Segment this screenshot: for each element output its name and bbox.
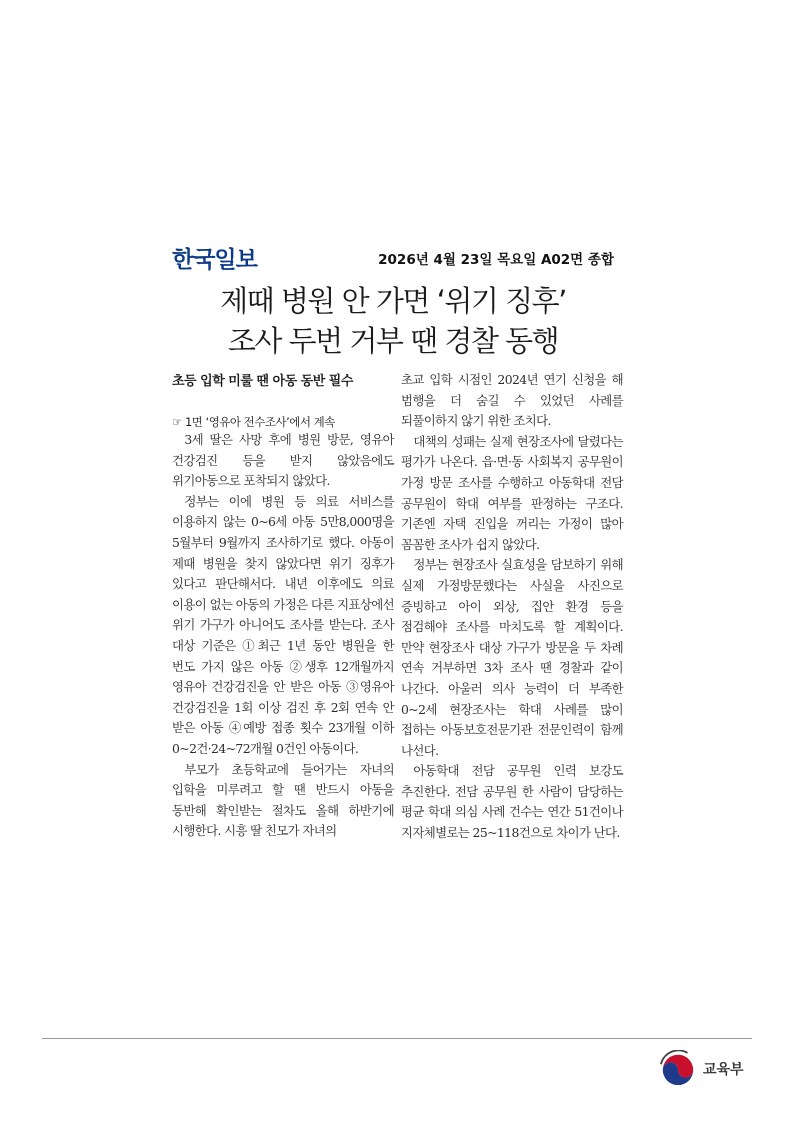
jump-note: ☞ 1면 ‘영유아 전수조사’에서 계속 [172, 415, 335, 429]
paragraph: 부모가 초등학교에 들어가는 자녀의 입학을 미루려고 할 땐 반드시 아동을 동반해 확인받는 절차도 올해 하반기에 시행한다. 시흥 딸 친모가 자녀의 [172, 761, 394, 839]
subheadline: 초등 입학 미룰 땐 아동 동반 필수 [172, 374, 353, 389]
headline-line-2: 조사 두번 거부 땐 경찰 동행 [227, 324, 559, 358]
ministry-name: 교육부 [703, 1062, 744, 1078]
paragraph: 정부는 현장조사 실효성을 담보하기 위해 실제 가정방문했다는 사실을 사진으로 증빙하고 아이 외상, 집안 환경 등을 점검해야 조사를 마치도록 할 계획이다. 만약 현장조사 대상 가구가 방문을 두 차례 연속 거부하면 3차 조사 땐 경찰과 같이 나간다. 아울러 의사 능력이 더 부족한 0~2세 현장조사는 학대 사례를 많이 접하는 아동보호전문기관 전문인력이 함께 나선다. [401, 557, 623, 758]
footer-divider [42, 1038, 752, 1039]
dateline: 2026년 4월 23일 목요일 A02면 종합 [378, 252, 614, 268]
newspaper-logo: 한국일보 [172, 247, 257, 273]
headline-line-1: 제때 병원 안 가면 ‘위기 징후’ [220, 284, 566, 318]
article-column-right [401, 370, 623, 844]
masthead [172, 246, 614, 276]
taegeuk-emblem-icon [659, 1050, 697, 1088]
ministry-logo [659, 1049, 759, 1089]
paragraph: 초교 입학 시점인 2024년 연기 신청을 해 범행을 더 숨길 수 있었던 사례를 되풀이하지 않기 위한 조치다. [401, 372, 623, 429]
paragraph: 정부는 이에 병원 등 의료 서비스를 이용하지 않는 0~6세 아동 5만8,000명을 5월부터 9월까지 조사하기로 했다. 아동이 제때 병원을 찾지 않았다면 위기 징후가 있다고 판단해서다. 내년 이후에도 의료 이용이 없는 아동의 가정은 다른 지표상에선 위기 가구가 아니어도 조사를 받는다. 조사 대상 기준은 ①최근 1년 동안 병원을 한 번도 가지 않은 아동 ②생후 12개월까지 영유아 건강검진을 안 받은 아동 ③영유아 건강검진을 1회 이상 검진 후 2회 연속 안 받은 아동 ④예방 접종 횟수 23개월 이하 0~2건·24~72개월 0건인 아동이다. [172, 493, 394, 756]
paragraph: 3세 딸은 사망 후에 병원 방문, 영유아 건강검진 등을 받지 않았음에도 위기아동으로 포착되지 않았다. [172, 432, 394, 489]
paragraph: 대책의 성패는 실제 현장조사에 달렸다는 평가가 나온다. 읍·면·동 사회복지 공무원이 가정 방문 조사를 수행하고 아동학대 전담 공무원이 학대 여부를 판정하는 구조다. 기존엔 자택 진입을 꺼리는 가정이 많아 꼼꼼한 조사가 쉽지 않았다. [401, 433, 623, 552]
article-column-left [172, 430, 394, 842]
paragraph: 아동학대 전담 공무원 인력 보강도 추진한다. 전담 공무원 한 사람이 담당하는 평균 학대 의심 사례 건수는 연간 51건이나 지자체별로는 25~118건으로 차이가 난다. [401, 763, 623, 841]
headline [172, 281, 614, 361]
